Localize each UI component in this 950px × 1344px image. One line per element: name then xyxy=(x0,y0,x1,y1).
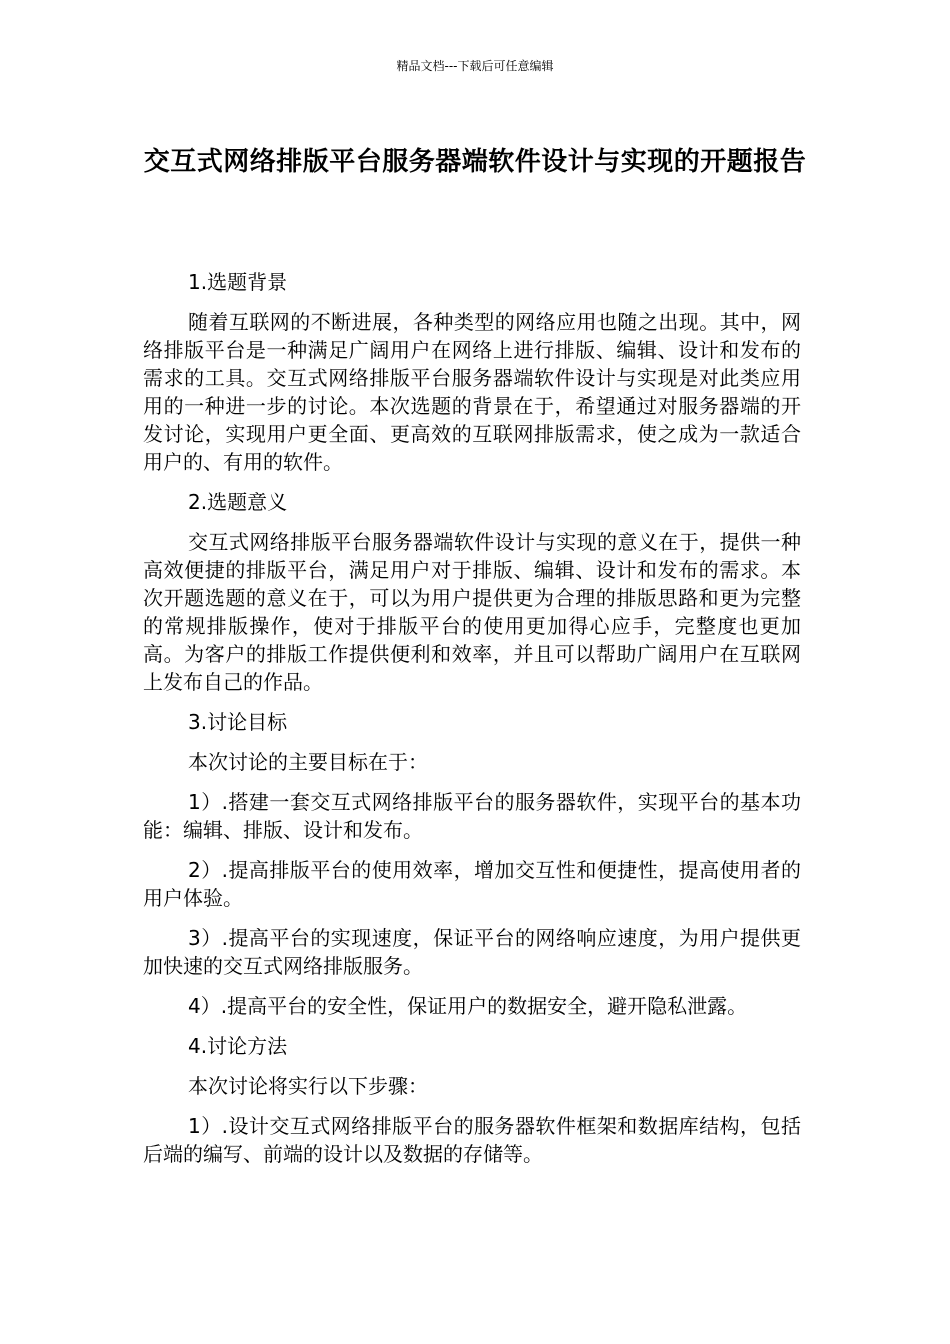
section-heading-goals: 3.讨论目标 xyxy=(188,710,288,734)
paragraph-methods-intro: 本次讨论将实行以下步骤： xyxy=(188,1074,428,1098)
goal-item-4: 4）.提高平台的安全性，保证用户的数据安全，避开隐私泄露。 xyxy=(188,994,748,1018)
document-title: 交互式网络排版平台服务器端软件设计与实现的开题报告 xyxy=(143,147,807,177)
section-heading-methods: 4.讨论方法 xyxy=(188,1034,288,1058)
section-heading-background: 1.选题背景 xyxy=(188,270,288,294)
goal-item-1: 1）.搭建一套交互式网络排版平台的服务器软件，实现平台的基本功能：编辑、排版、设计和发布。 xyxy=(143,790,801,842)
paragraph-significance: 交互式网络排版平台服务器端软件设计与实现的意义在于，提供一种高效便捷的排版平台，满足用户对于排版、编辑、设计和发布的需求。本次开题选题的意义在于，可以为用户提供更为合理的排版思路和更为完整的常规排版操作，使对于排版平台的使用更加得心应手，完整度也更加高。为客户的排版工作提供便利和效率，并且可以帮助广阔用户在互联网上发布自己的作品。 xyxy=(143,530,801,694)
goal-item-2: 2）.提高排版平台的使用效率，增加交互性和便捷性，提高使用者的用户体验。 xyxy=(143,858,801,910)
paragraph-goals-intro: 本次讨论的主要目标在于： xyxy=(188,750,428,774)
method-item-1: 1）.设计交互式网络排版平台的服务器软件框架和数据库结构，包括后端的编写、前端的设计以及数据的存储等。 xyxy=(143,1114,801,1166)
paragraph-background: 随着互联网的不断进展，各种类型的网络应用也随之出现。其中，网络排版平台是一种满足广阔用户在网络上进行排版、编辑、设计和发布的需求的工具。交互式网络排版平台服务器端软件设计与实现是对此类应用用的一种进一步的讨论。本次选题的背景在于，希望通过对服务器端的开发讨论，实现用户更全面、更高效的互联网排版需求，使之成为一款适合用户的、有用的软件。 xyxy=(143,310,801,474)
section-heading-significance: 2.选题意义 xyxy=(188,490,288,514)
header-note: 精品文档---下载后可任意编辑 xyxy=(396,59,554,73)
goal-item-3: 3）.提高平台的实现速度，保证平台的网络响应速度，为用户提供更加快速的交互式网络排版服务。 xyxy=(143,926,801,978)
document-body xyxy=(143,268,801,1180)
